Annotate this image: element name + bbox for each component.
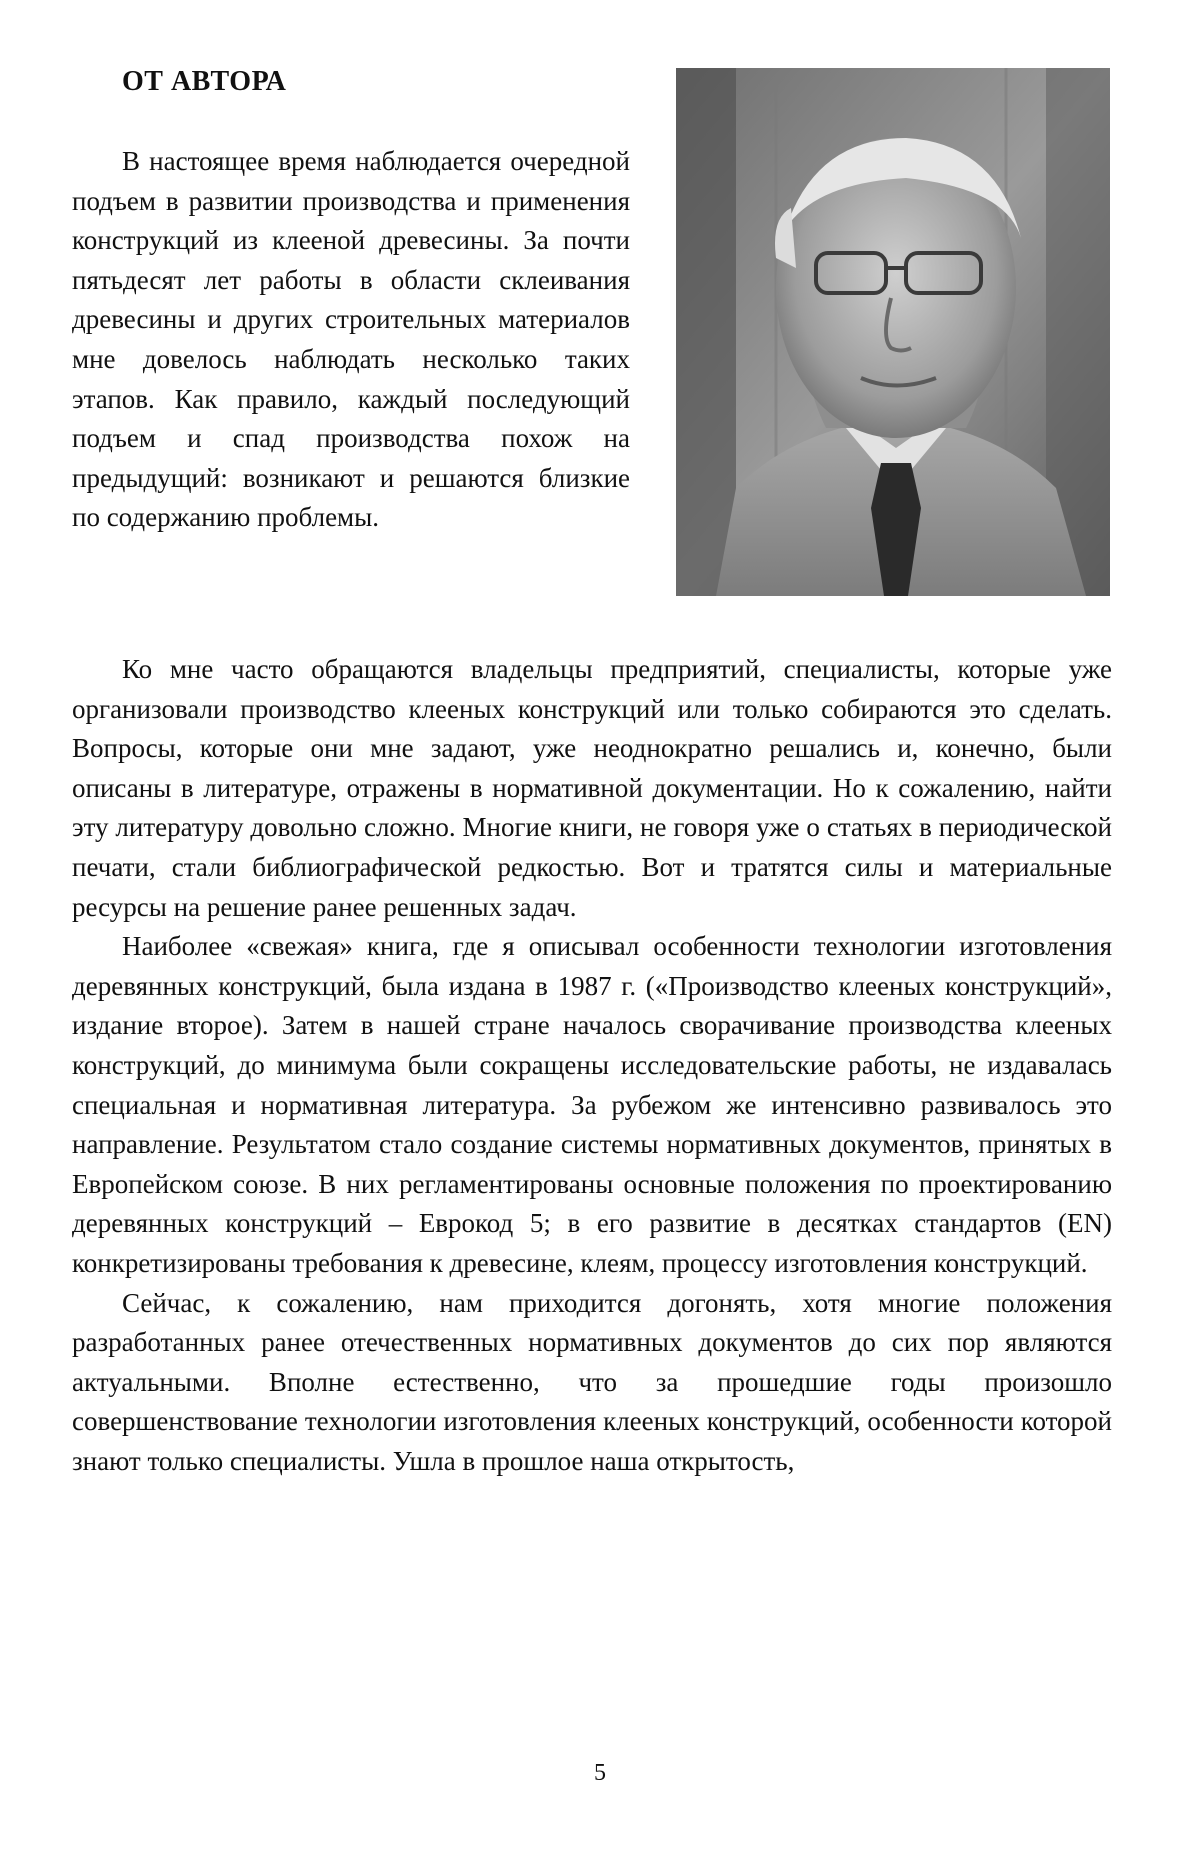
paragraph: Ко мне часто обращаются владельцы предприятий, специалисты, которые уже организовали производство клееных конструкций или только собираются это сделать. Вопросы, которые они мне задают, уже неоднократно решались и, конечно, были описаны в литературе, отражены в нормативной документации. Но к сожалению, найти эту литературу довольно сложно. Многие книги, не говоря уже о статьях в периодической печати, стали библиографической редкостью. Вот и тратятся силы и материальные ресурсы на решение ранее решенных задач. — [72, 654, 1112, 922]
page-number: 5 — [594, 1760, 606, 1786]
section-heading: ОТ АВТОРА — [122, 66, 287, 97]
author-portrait-photo — [676, 68, 1110, 596]
paragraph: Сейчас, к сожалению, нам приходится догонять, хотя многие положения разработанных ранее отечественных нормативных документов до сих пор являются актуальными. Вполне естественно, что за прошедшие годы произошло совершенствование технологии изготовления клееных конструкций, особенности которой знают только специалисты. Ушла в прошлое наша открытость, — [72, 1287, 1112, 1476]
intro-paragraph: В настоящее время наблюдается очередной подъем в развитии производства и применения конструкций из клееной древесины. За почти пятьдесят лет работы в области склеивания древесины и других строительных материалов мне довелось наблюдать несколько таких этапов. Как правило, каждый последующий подъем и спад производства похож на предыдущий: возникают и решаются близкие по содержанию проблемы. — [72, 146, 630, 533]
paragraph: Наиболее «свежая» книга, где я описывал особенности технологии изготовления деревянных конструкций, была издана в 1987 г. («Производство клееных конструкций», издание второе). Затем в нашей стране началось сворачивание производства клееных конструкций, до минимума были сокращены исследовательские работы, не издавалась специальная и нормативная литература. За рубежом же интенсивно развивалось это направление. Результатом стало создание системы нормативных документов, принятых в Европейском союзе. В них регламентированы основные положения по проектированию деревянных конструкций – Еврокод 5; в его развитие в десятках стандартов (EN) конкретизированы требования к древесине, клеям, процессу изготовления конструкций. — [72, 931, 1112, 1278]
body-text — [72, 650, 1112, 1481]
